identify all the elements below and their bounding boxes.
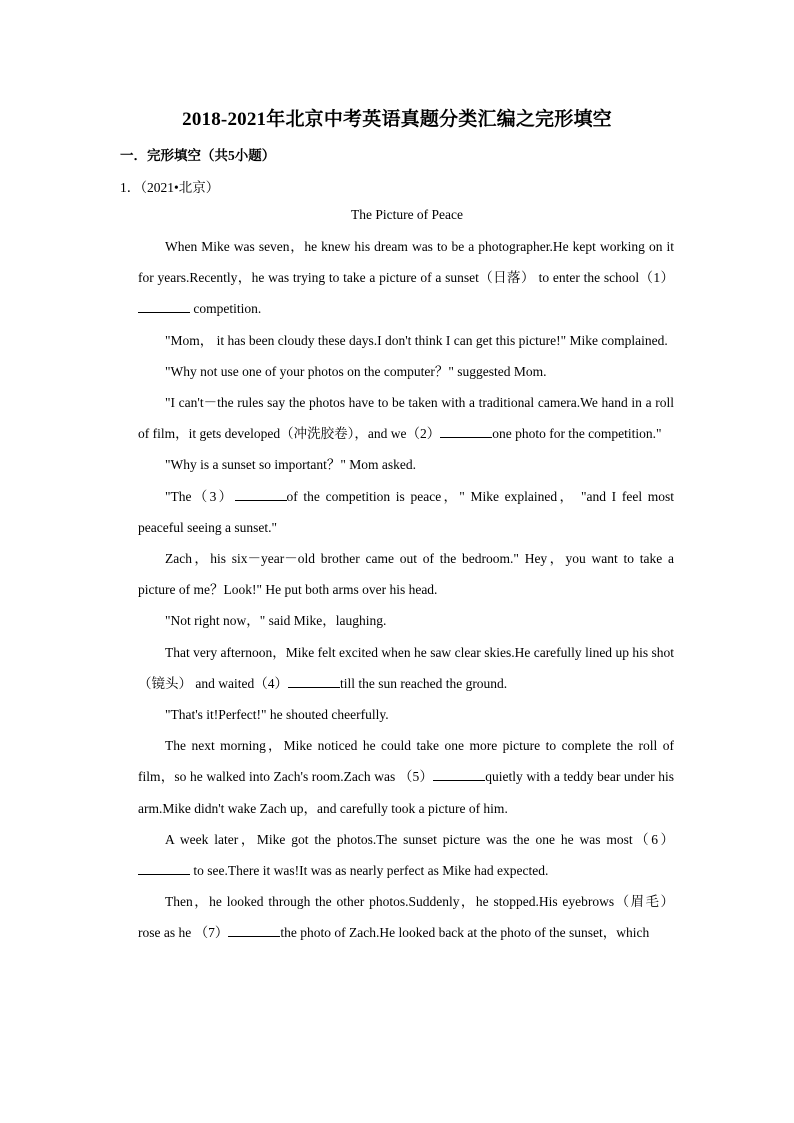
paragraph-text: A week later，Mike got the photos.The sunset picture was the one he was most（6）: [165, 831, 674, 847]
passage-body: [138, 231, 674, 949]
paragraph-text: of the competition is peace，" Mike explained， "and I feel most peaceful seeing a sunset.": [138, 488, 675, 535]
question-number: 1．: [120, 180, 141, 195]
document-title: 2018-2021年北京中考英语真题分类汇编之完形填空: [182, 109, 612, 130]
paragraph-text: "Why not use one of your photos on the computer？" suggested Mom.: [165, 363, 547, 379]
passage-paragraph: [138, 824, 674, 886]
passage-paragraph: [138, 325, 674, 356]
paragraph-text: till the sun reached the ground.: [339, 675, 508, 691]
passage-paragraph: [138, 449, 674, 480]
passage-paragraph: [138, 481, 674, 543]
passage-paragraph: [138, 356, 674, 387]
section-heading: 一．完形填空（共5小题）: [120, 148, 276, 163]
question-source: （2021•北京）: [140, 180, 220, 195]
paragraph-text: the photo of Zach.He looked back at the photo of the sunset，which: [280, 925, 650, 941]
passage-paragraph: [138, 605, 674, 636]
paragraph-text: to see.There it was!It was as nearly perfect as Mike had expected.: [190, 863, 549, 879]
paragraph-text: "Not right now，" said Mike，laughing.: [165, 613, 387, 629]
paragraph-text: "That's it!Perfect!" he shouted cheerfully.: [165, 707, 389, 723]
paragraph-text: quietly with a teddy bear under his arm.Mike didn't wake Zach up，and carefully took a picture of him.: [138, 769, 674, 816]
paragraph-text: Zach，his six－year－old brother came out of the bedroom." Hey，you want to take a picture of me？Look!" He put both arms over his head.: [138, 551, 674, 598]
paragraph-text: one photo for the competition.": [492, 426, 662, 442]
paragraph-text: "Why is a sunset so important？" Mom asked.: [165, 457, 416, 473]
answer-blank: [235, 489, 287, 501]
passage-paragraph: [138, 886, 674, 948]
paragraph-text: That very afternoon，Mike felt excited when he saw clear skies.He carefully lined up his shot（镜头） and waited（4）: [138, 644, 674, 691]
answer-blank: [138, 863, 190, 875]
passage-paragraph: [138, 387, 674, 449]
answer-blank: [228, 925, 280, 937]
paragraph-text: The next morning，Mike noticed he could take one more picture to complete the roll of film，so he walked into Zach's room.Zach was （5）: [138, 738, 674, 785]
paragraph-text: "I can't－the rules say the photos have to be taken with a traditional camera.We hand in a roll of film，it gets developed（冲洗胶卷），and we（2）: [138, 395, 674, 442]
paragraph-text: "Mom， it has been cloudy these days.I don't think I can get this picture!" Mike complained.: [165, 332, 668, 348]
passage-paragraph: [138, 543, 674, 605]
paragraph-text: "The（3）: [165, 488, 235, 504]
answer-blank: [138, 301, 190, 313]
paragraph-text: Then，he looked through the other photos.Suddenly，he stopped.His eyebrows（眉毛）rose as he （7）: [138, 894, 674, 941]
paragraph-text: competition.: [190, 301, 262, 317]
passage-paragraph: [138, 730, 674, 824]
question-header: [120, 176, 219, 196]
story-title: The Picture of Peace: [350, 207, 464, 222]
answer-blank: [433, 769, 485, 781]
answer-blank: [288, 676, 340, 688]
passage-paragraph: [138, 231, 674, 325]
answer-blank: [440, 426, 492, 438]
passage-paragraph: [138, 699, 674, 730]
paragraph-text: When Mike was seven，he knew his dream was to be a photographer.He kept working on it for years.Recently，he was trying to take a picture of a sunset（日落） to enter the school（1）: [138, 239, 674, 286]
passage-paragraph: [138, 637, 674, 699]
